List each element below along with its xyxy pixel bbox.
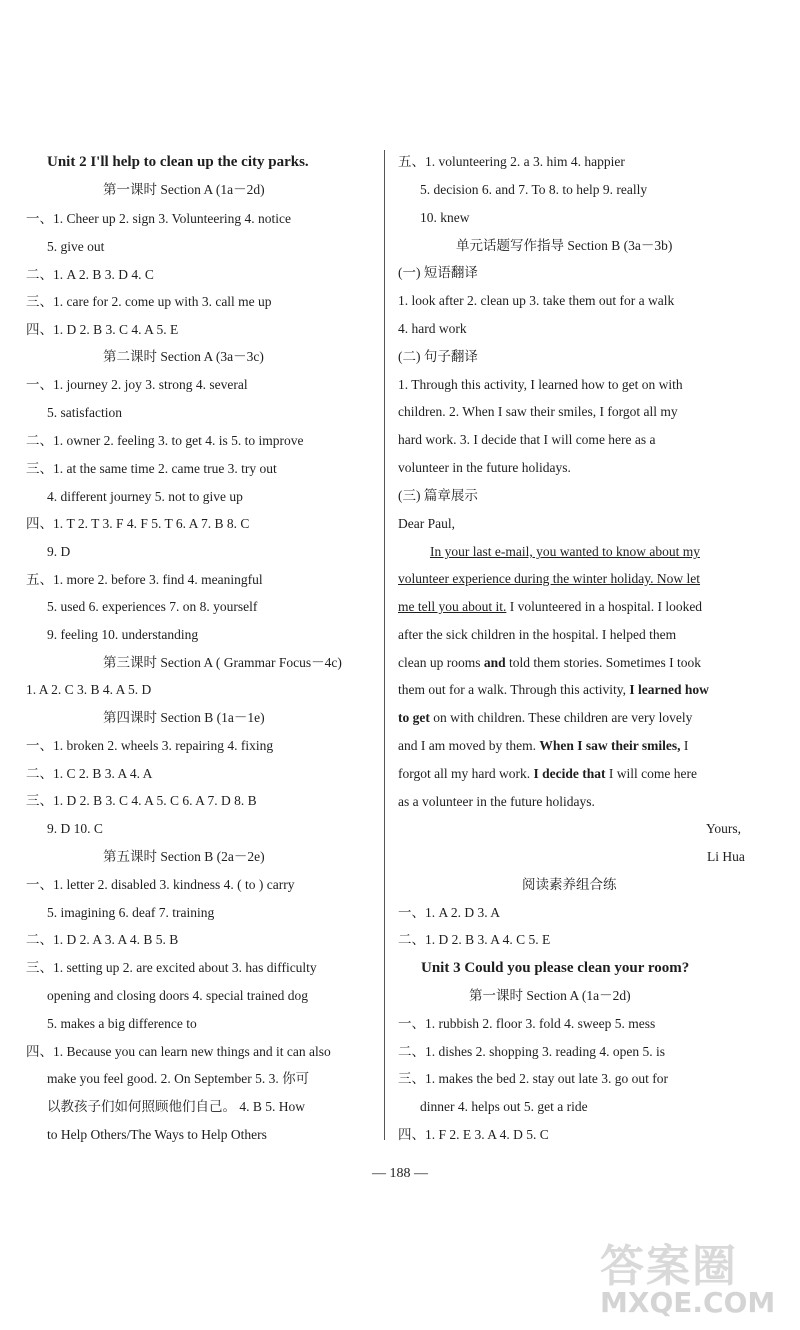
answer-line: 一、1. broken 2. wheels 3. repairing 4. fixing	[26, 738, 274, 753]
answer-line: 一、1. A 2. D 3. A	[398, 905, 501, 920]
underlined-phrase: me tell you about it.	[398, 599, 507, 614]
answer-line: dinner 4. helps out 5. get a ride	[420, 1099, 588, 1114]
unit3-title: Unit 3 Could you please clean your room?	[421, 960, 690, 976]
page-number: — 188 —	[372, 1166, 428, 1181]
answer-line: 二、1. owner 2. feeling 3. to get 4. is 5. to improve	[26, 433, 304, 448]
answer-line: 4. hard work	[398, 321, 467, 336]
letter-line	[398, 737, 688, 755]
bold-phrase: When I saw their smiles,	[539, 738, 681, 753]
answer-line: make you feel good. 2. On September 5. 3. 你可	[47, 1071, 310, 1086]
letter-text: I volunteered in a hospital. I looked	[506, 599, 703, 614]
answer-line: 5. used 6. experiences 7. on 8. yourself	[47, 599, 258, 614]
answer-line: 9. D	[47, 544, 71, 559]
letter-text: I	[680, 738, 689, 753]
section-heading: 第三课时 Section A ( Grammar Focus－4c)	[103, 655, 342, 670]
answer-line: 一、1. letter 2. disabled 3. kindness 4. ( to ) carry	[26, 877, 295, 892]
watermark-text: 答案圈	[600, 1241, 738, 1292]
letter-text: them out for a walk. Through this activity,	[398, 682, 630, 697]
letter-text: clean up rooms	[398, 655, 484, 670]
answer-line: 5. makes a big difference to	[47, 1016, 197, 1031]
answer-line: 5. imagining 6. deaf 7. training	[47, 905, 215, 920]
answer-line: 二、1. C 2. B 3. A 4. A	[26, 766, 153, 781]
unit2-title: Unit 2 I'll help to clean up the city parks.	[47, 154, 309, 170]
section-heading: 第五课时 Section B (2a－2e)	[103, 849, 265, 864]
letter-line	[398, 709, 692, 727]
answer-line: 二、1. D 2. A 3. A 4. B 5. B	[26, 932, 179, 947]
column-divider	[384, 150, 385, 1140]
answer-line: 五、1. volunteering 2. a 3. him 4. happier	[398, 154, 625, 169]
letter-line: after the sick children in the hospital. I helped them	[398, 627, 677, 642]
answer-line: 三、1. makes the bed 2. stay out late 3. go out for	[398, 1071, 668, 1086]
answer-line: 9. D 10. C	[47, 821, 103, 836]
letter-line: volunteer experience during the winter holiday. Now let	[398, 571, 701, 586]
letter-line	[398, 765, 697, 783]
section-heading: 第四课时 Section B (1a－1e)	[103, 710, 265, 725]
answer-line: 以教孩子们如何照顾他们自己。 4. B 5. How	[47, 1099, 306, 1114]
answer-line: 四、1. D 2. B 3. C 4. A 5. E	[26, 322, 179, 337]
letter-line: In your last e-mail, you wanted to know about my	[430, 544, 700, 559]
section-heading: 第一课时 Section A (1a－2d)	[469, 988, 631, 1003]
letter-text: and I am moved by them.	[398, 738, 540, 753]
answer-line: 5. decision 6. and 7. To 8. to help 9. really	[420, 182, 648, 197]
answer-line: 三、1. care for 2. come up with 3. call me up	[26, 294, 272, 309]
answer-line: to Help Others/The Ways to Help Others	[47, 1127, 267, 1142]
letter-text: on with children. These children are very lovely	[429, 710, 693, 725]
letter-line	[398, 654, 701, 672]
letter-text: told them stories. Sometimes I took	[505, 655, 702, 670]
section-heading: 阅读素养组合练	[522, 877, 617, 892]
letter-line	[398, 681, 709, 699]
answer-line: 5. satisfaction	[47, 405, 122, 420]
answer-line: 四、1. Because you can learn new things and it can also	[26, 1044, 331, 1059]
sub-heading: (一) 短语翻译	[398, 265, 478, 280]
answer-line: hard work. 3. I decide that I will come here as a	[398, 432, 656, 447]
answer-line: 10. knew	[420, 210, 470, 225]
answer-line: 三、1. setting up 2. are excited about 3. has difficulty	[26, 960, 317, 975]
bold-phrase: I learned how	[629, 682, 709, 697]
bold-phrase: and	[483, 655, 506, 670]
answer-line: children. 2. When I saw their smiles, I forgot all my	[398, 404, 678, 419]
answer-line: 5. give out	[47, 239, 105, 254]
letter-text: forgot all my hard work.	[398, 766, 534, 781]
answer-line: 三、1. at the same time 2. came true 3. try out	[26, 461, 277, 476]
bold-phrase: I decide that	[533, 766, 606, 781]
answer-line: 二、1. dishes 2. shopping 3. reading 4. open 5. is	[398, 1044, 665, 1059]
section-heading: 单元话题写作指导 Section B (3a－3b)	[456, 238, 673, 253]
sub-heading: (二) 句子翻译	[398, 349, 478, 364]
answer-line: 四、1. F 2. E 3. A 4. D 5. C	[398, 1127, 549, 1142]
letter-line: as a volunteer in the future holidays.	[398, 794, 595, 809]
answer-line: 一、1. Cheer up 2. sign 3. Volunteering 4. notice	[26, 211, 291, 226]
section-heading: 第一课时 Section A (1a－2d)	[103, 182, 265, 197]
watermark-site: MXQE.COM	[600, 1286, 776, 1319]
watermark-logo	[600, 1230, 795, 1325]
sub-heading: (三) 篇章展示	[398, 488, 478, 503]
answer-line: 9. feeling 10. understanding	[47, 627, 199, 642]
answer-line: 1. Through this activity, I learned how to get on with	[398, 377, 683, 392]
letter-closing: Yours,	[706, 821, 742, 836]
answer-line: opening and closing doors 4. special trained dog	[47, 988, 308, 1003]
answer-line: 一、1. journey 2. joy 3. strong 4. several	[26, 377, 248, 392]
answer-line: volunteer in the future holidays.	[398, 460, 571, 475]
letter-signature: Li Hua	[707, 849, 745, 864]
answer-line: 1. look after 2. clean up 3. take them out for a walk	[398, 293, 675, 308]
letter-salutation: Dear Paul,	[398, 516, 455, 531]
answer-line: 4. different journey 5. not to give up	[47, 489, 243, 504]
answer-line: 四、1. T 2. T 3. F 4. F 5. T 6. A 7. B 8. C	[26, 516, 250, 531]
bold-phrase: to get	[398, 710, 430, 725]
answer-line: 二、1. D 2. B 3. A 4. C 5. E	[398, 932, 551, 947]
answer-line: 1. A 2. C 3. B 4. A 5. D	[26, 682, 152, 697]
letter-line	[398, 598, 702, 616]
answer-line: 三、1. D 2. B 3. C 4. A 5. C 6. A 7. D 8. B	[26, 793, 257, 808]
answer-line: 五、1. more 2. before 3. find 4. meaningful	[26, 572, 263, 587]
section-heading: 第二课时 Section A (3a－3c)	[103, 349, 264, 364]
letter-text: I will come here	[605, 766, 697, 781]
answer-line: 一、1. rubbish 2. floor 3. fold 4. sweep 5. mess	[398, 1016, 656, 1031]
answer-line: 二、1. A 2. B 3. D 4. C	[26, 267, 154, 282]
